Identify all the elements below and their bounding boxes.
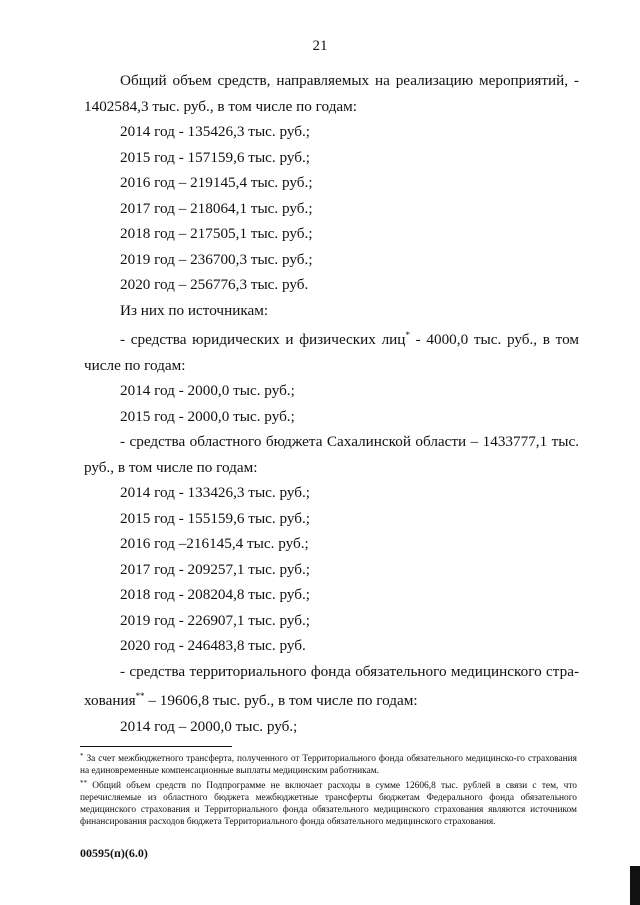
regional-budget-line-2: руб., в том числе по годам: <box>84 458 258 476</box>
total-year-2014: 2014 год - 135426,3 тыс. руб.; <box>120 123 311 140</box>
document-code: 00595(п)(6.0) <box>80 846 148 860</box>
footnote-2-text: Общий объем средств по Подпрограмме не включает расходы в сумме 12606,8 тыс. рублей в связи с тем, что перечисляемые из областного бюджета межбюджетные трансферты бюджетам Федерального фонда обязательного медицинского страхования и Территориального фонда обязательного медицинского страхования являются источником финансирования расходов бюджета Территориального фонда обязательного медицинского страхования. <box>80 780 577 827</box>
total-year-2019: 2019 год – 236700,3 тыс. руб.; <box>120 250 313 268</box>
legal-entities-line-1 <box>84 323 579 353</box>
regional-year-2017: 2017 год - 209257,1 тыс. руб.; <box>120 560 311 578</box>
insurance-fund-text: хования <box>84 692 136 709</box>
footnote-ref-1: * <box>405 330 410 340</box>
total-year-2018: 2018 год – 217505,1 тыс. руб.; <box>120 225 313 242</box>
legal-year-2014: 2014 год - 2000,0 тыс. руб.; <box>120 382 295 399</box>
scan-edge-mark <box>630 866 640 905</box>
regional-year-2020: 2020 год - 246483,8 тыс. руб. <box>120 637 306 654</box>
page-number: 21 <box>312 38 328 54</box>
sources-heading: Из них по источникам: <box>120 301 269 319</box>
footnote-1-mark: * <box>80 752 84 760</box>
footnotes <box>80 751 577 828</box>
total-year-2017: 2017 год – 218064,1 тыс. руб.; <box>120 199 313 217</box>
footnote-separator <box>80 746 232 747</box>
total-by-year-list <box>84 119 579 298</box>
total-year-2015: 2015 год - 157159,6 тыс. руб.; <box>120 148 311 166</box>
legal-entities-line-2: числе по годам: <box>84 356 186 374</box>
fund-year-2014: 2014 год – 2000,0 тыс. руб.; <box>120 717 298 735</box>
regional-year-2019: 2019 год - 226907,1 тыс. руб.; <box>120 611 311 629</box>
insurance-fund-line-1: - средства территориального фонда обязательного медицинского стра- <box>120 662 579 680</box>
legal-entities-amount: - 4000,0 тыс. руб., в том <box>409 331 579 348</box>
fund-by-year-list <box>84 714 579 740</box>
footnote-ref-2: ** <box>135 691 145 701</box>
regional-year-2014: 2014 год - 133426,3 тыс. руб.; <box>120 484 311 501</box>
regional-budget-line-1: - средства областного бюджета Сахалинской области – 1433777,1 тыс. <box>120 433 579 450</box>
regional-year-2018: 2018 год - 208204,8 тыс. руб.; <box>120 586 311 603</box>
regional-by-year-list <box>84 480 579 659</box>
footnote-2-mark: ** <box>80 778 87 787</box>
insurance-fund-line-2 <box>84 684 579 714</box>
footnote-2 <box>80 778 577 829</box>
intro-line-2: 1402584,3 тыс. руб., в том числе по годам: <box>84 97 357 115</box>
legal-by-year-list <box>84 378 579 429</box>
total-year-2020: 2020 год – 256776,3 тыс. руб. <box>120 276 309 293</box>
footnote-1-text: За счет межбюджетного трансферта, полученного от Территориального фонда обязательного медицинско-го страхования на единовременные компенсационные выплаты медицинским работникам. <box>80 754 577 776</box>
footnote-1 <box>80 751 577 778</box>
total-year-2016: 2016 год – 219145,4 тыс. руб.; <box>120 174 313 191</box>
legal-year-2015: 2015 год - 2000,0 тыс. руб.; <box>120 407 295 425</box>
document-body <box>84 68 579 739</box>
regional-year-2015: 2015 год - 155159,6 тыс. руб.; <box>120 509 311 527</box>
insurance-fund-amount: – 19606,8 тыс. руб., в том числе по годам: <box>144 692 418 709</box>
legal-entities-text: - средства юридических и физических лиц <box>120 331 406 348</box>
regional-year-2016: 2016 год –216145,4 тыс. руб.; <box>120 535 309 552</box>
intro-line-1: Общий объем средств, направляемых на реализацию мероприятий, - <box>120 72 579 89</box>
